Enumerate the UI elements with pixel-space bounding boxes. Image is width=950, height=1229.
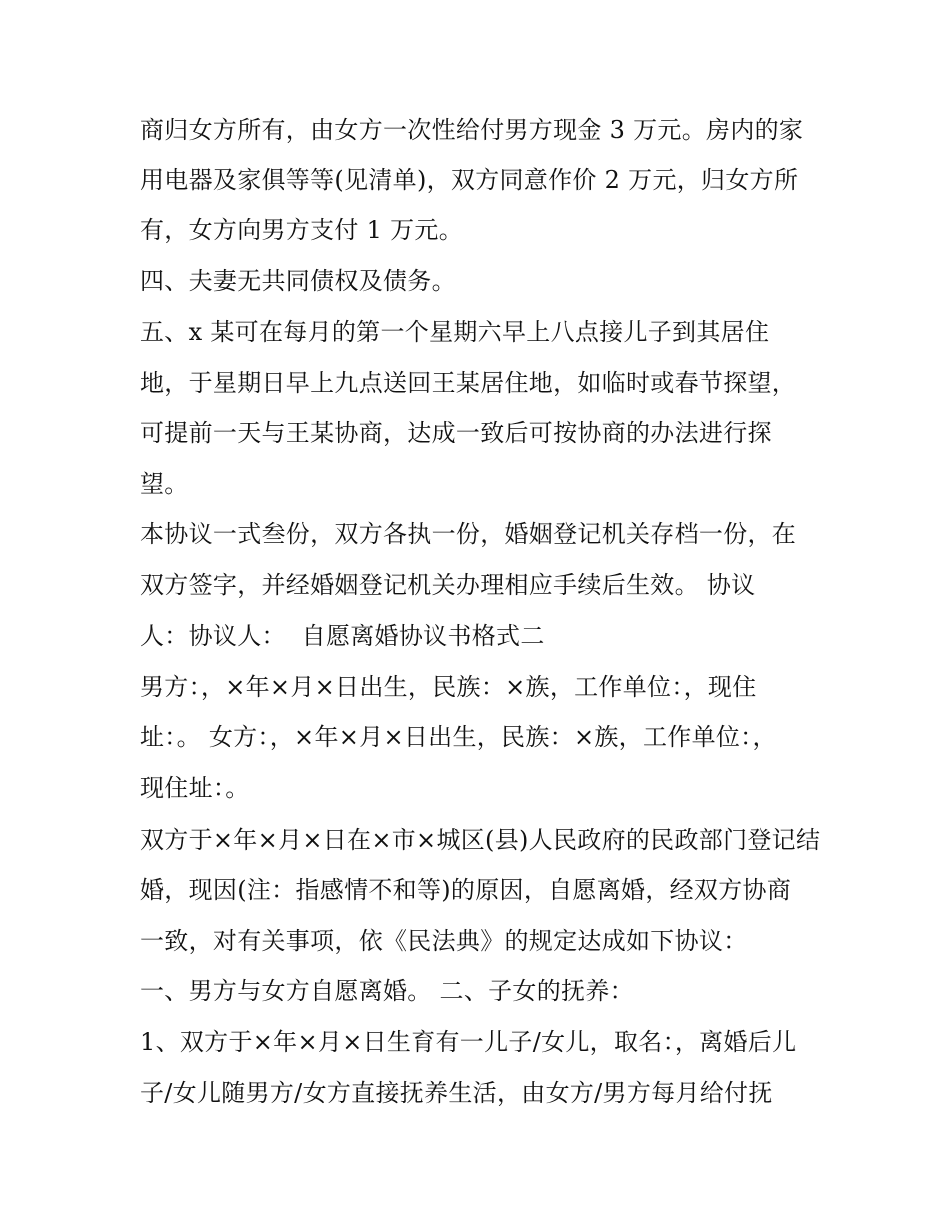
text-line: 本协议一式叁份，双方各执一份，婚姻登记机关存档一份，在 xyxy=(140,520,797,548)
text-line: 现住址：。 xyxy=(140,774,250,802)
text-line: 1、双方于×年×月×日生育有一儿子/女儿，取名：，离婚后儿 xyxy=(140,1028,797,1056)
text-line: 五、x 某可在每月的第一个星期六早上八点接儿子到其居住 xyxy=(140,318,770,346)
text-line: 四、夫妻无共同债权及债务。 xyxy=(140,267,456,295)
text-line: 地，于星期日早上九点送回王某居住地，如临时或春节探望， xyxy=(140,369,797,397)
text-line: 一、男方与女方自愿离婚。 二、子女的抚养： xyxy=(140,977,634,1005)
text-line: 双方签字，并经婚姻登记机关办理相应手续后生效。 协议 xyxy=(140,571,756,599)
text-line: 男方：，×年×月×日出生，民族：×族，工作单位：，现住 xyxy=(140,673,757,701)
text-line: 婚，现因(注：指感情不和等)的原因，自愿离婚，经双方协商 xyxy=(140,876,792,904)
text-line: 人：协议人： 自愿离婚协议书格式二 xyxy=(140,622,545,650)
text-line: 址：。 女方：，×年×月×日出生，民族：×族，工作单位：， xyxy=(140,723,777,751)
text-line: 一致，对有关事项，依《民法典》的规定达成如下协议： xyxy=(140,927,748,955)
text-line: 用电器及家俱等等(见清单)，双方同意作价 2 万元，归女方所 xyxy=(140,166,799,194)
text-line: 有，女方向男方支付 1 万元。 xyxy=(140,216,464,244)
text-line: 子/女儿随男方/女方直接抚养生活，由女方/男方每月给付抚 xyxy=(140,1079,773,1107)
text-line: 可提前一天与王某协商，达成一致后可按协商的办法进行探 xyxy=(140,419,772,447)
text-line: 望。 xyxy=(140,470,189,498)
text-line: 双方于×年×月×日在×市×城区(县)人民政府的民政部门登记结 xyxy=(140,826,821,854)
text-line: 商归女方所有，由女方一次性给付男方现金 3 万元。房内的家 xyxy=(140,116,804,144)
